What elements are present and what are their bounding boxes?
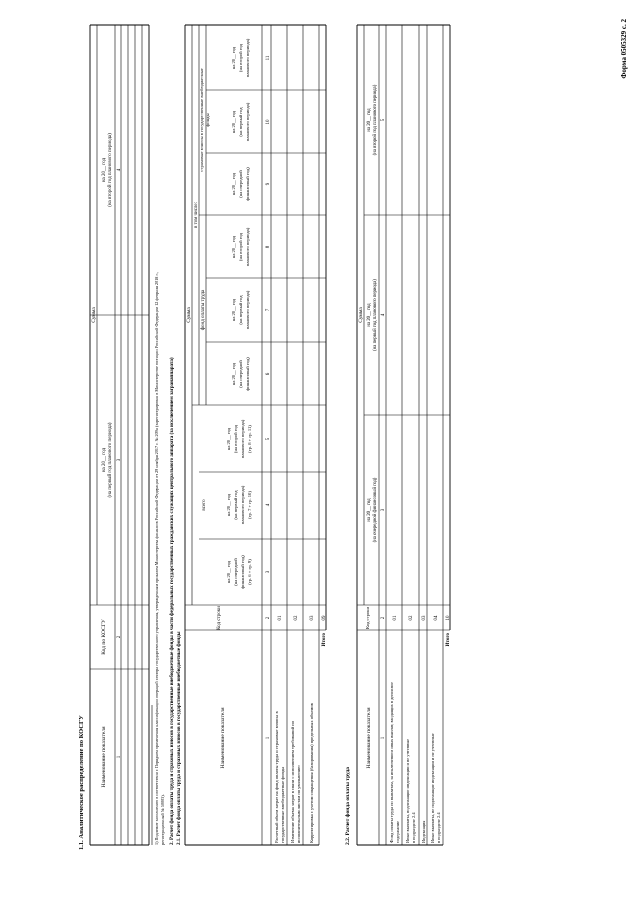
kosgu-col-name: Наименование показателя: [101, 726, 107, 788]
kosgu-colnum-2: 2: [117, 635, 122, 639]
svg-text:03: 03: [422, 615, 427, 621]
svg-text:4: 4: [381, 313, 386, 317]
svg-text:(гр. 8 + гр. 11): (гр. 8 + гр. 11): [247, 425, 252, 453]
t22-c3-header: [367, 477, 378, 542]
svg-text:Расчетный объем затрат на фонд: Расчетный объем затрат на фонд оплаты труда и страховые взносы в: [274, 711, 279, 843]
t22-row-03: [421, 615, 427, 843]
svg-text:на 20__ год: на 20__ год: [231, 46, 236, 70]
kosgu-col-code: Код по КОСГУ: [101, 619, 107, 655]
section-2-1-title: 2.1. Расчет фонда оплаты труда и страховых взносов в государственные внебюджетные фонды: [177, 631, 182, 845]
svg-text:1: 1: [381, 736, 386, 740]
svg-text:2: 2: [381, 616, 386, 620]
svg-text:01: 01: [393, 615, 398, 621]
svg-text:государственные внебюджетные ф: государственные внебюджетные фонды: [280, 766, 285, 843]
svg-text:в подразделе 2.4: в подразделе 2.4: [411, 812, 416, 843]
svg-text:финансовый год): финансовый год): [245, 167, 250, 201]
svg-text:(на первый год: (на первый год: [238, 295, 243, 325]
svg-text:планового периода): планового периода): [245, 38, 250, 78]
svg-text:(на первый год планового перио: (на первый год планового периода): [373, 279, 378, 351]
kosgu-colnum-1: 1: [117, 755, 122, 759]
t21-row-03: [309, 615, 315, 843]
t22-row-01: [389, 615, 400, 843]
t21-col-name: Наименование показателя: [220, 707, 226, 769]
svg-text:в подразделе 2.4: в подразделе 2.4: [436, 812, 441, 843]
kosgu-col-year2-a: на 20__ год: [102, 157, 107, 183]
svg-text:3: 3: [381, 508, 386, 512]
svg-text:на 20__ год: на 20__ год: [231, 235, 236, 259]
t21-col-numbers: [266, 55, 271, 739]
t21-col-insurance-b: фонды: [205, 113, 210, 127]
svg-text:4: 4: [266, 503, 271, 507]
svg-text:Индексация: Индексация: [421, 820, 426, 843]
svg-text:на 20__ год: на 20__ год: [367, 498, 372, 522]
footnote-line-2: регистрационный № 50003).: [160, 794, 165, 845]
svg-text:04: 04: [434, 615, 439, 621]
svg-text:(на очередной: (на очередной: [238, 360, 243, 388]
svg-text:на 20__ год: на 20__ год: [367, 303, 372, 327]
svg-text:Иные выплаты, не подлежащие ин: Иные выплаты, не подлежащие индексации и не учтенные: [430, 733, 435, 843]
t21-c8-header: [231, 227, 250, 266]
svg-text:1: 1: [266, 736, 271, 740]
t21-c9-header: [231, 167, 250, 201]
svg-text:финансовый год): финансовый год): [240, 555, 245, 589]
svg-text:(на второй год планового перио: (на второй год планового периода): [373, 84, 378, 156]
svg-text:02: 02: [294, 615, 299, 621]
svg-text:исполнительным листам по уволь: исполнительным листам по увольнению: [296, 765, 301, 843]
svg-text:на 20__ год: на 20__ год: [226, 427, 231, 451]
t22-total-row: [446, 615, 451, 646]
t22-row-02: [405, 615, 416, 843]
kosgu-col-year1-a: на 20__ год: [102, 447, 107, 473]
svg-text:на 20__ год: на 20__ год: [226, 560, 231, 584]
kosgu-table: [90, 25, 149, 845]
t21-c10-header: [231, 102, 250, 141]
svg-text:Фонд оплаты труда по выплатам,: Фонд оплаты труда по выплатам, за исключением иных выплат, входящих в денежное: [389, 681, 394, 843]
svg-text:планового периода): планового периода): [245, 102, 250, 142]
svg-text:6: 6: [266, 372, 271, 376]
svg-text:на 20__ год: на 20__ год: [231, 362, 236, 386]
t21-col-including: в том числе:: [194, 201, 199, 229]
t22-col-numbers: [381, 118, 386, 739]
fot-insurance-table: [185, 25, 326, 845]
t22-col-code: Код строки: [365, 607, 370, 629]
svg-text:(на очередной: (на очередной: [238, 170, 243, 198]
t21-row-01: [274, 615, 285, 843]
svg-text:5: 5: [266, 437, 271, 441]
t22-c5-header: [367, 84, 378, 155]
t21-total-row: [322, 615, 327, 646]
svg-text:2: 2: [266, 616, 271, 620]
t21-col-code: Код строки: [217, 606, 222, 630]
kosgu-colnum-4: 4: [117, 168, 122, 172]
svg-text:на 20__ год: на 20__ год: [231, 298, 236, 322]
svg-text:на 20__ год: на 20__ год: [367, 108, 372, 132]
svg-text:на 20__ год: на 20__ год: [231, 110, 236, 134]
svg-text:5: 5: [381, 118, 386, 122]
t21-c4-header: [226, 485, 252, 524]
svg-text:(на второй год: (на второй год: [233, 425, 238, 453]
form-number: Форма 0505329 с. 2: [620, 19, 628, 79]
kosgu-col-year2-b: (на второй год планового периода): [108, 133, 113, 207]
svg-text:(гр. 6 + гр. 9): (гр. 6 + гр. 9): [247, 559, 252, 585]
svg-text:(на первый год: (на первый год: [233, 490, 238, 520]
svg-text:8: 8: [266, 245, 271, 249]
t21-c11-header: [231, 38, 250, 77]
t21-col-fot: фонд оплаты труда: [201, 289, 206, 331]
svg-text:9: 9: [266, 182, 271, 186]
t21-row-02: [290, 615, 301, 843]
t22-row-04: [430, 615, 441, 843]
svg-text:(на очередной финансовый год): (на очередной финансовый год): [373, 477, 378, 543]
section-2-title: 2. Расчет фонда оплаты труда и страховых взносов в государственные внебюджетные фонды в части федеральных государственных гражданских служащих центрального аппарата (за исключением загранаппарата): [170, 357, 175, 845]
svg-text:10: 10: [266, 119, 271, 125]
svg-text:планового периода): планового периода): [245, 227, 250, 267]
svg-text:(на второй год: (на второй год: [238, 233, 243, 261]
t22-col-name: Наименование показателя: [366, 707, 372, 769]
svg-text:планового периода): планового периода): [245, 290, 250, 330]
kosgu-col-year1-b: (на первый год планового периода): [108, 422, 113, 498]
svg-text:7: 7: [266, 308, 271, 312]
kosgu-col-sums: Сумма: [91, 307, 97, 323]
kosgu-colnum-3: 3: [117, 458, 122, 462]
svg-text:содержание: содержание: [395, 820, 400, 843]
svg-text:на 20__ год: на 20__ год: [226, 493, 231, 517]
svg-text:Корректировка с учетом сокраще: Корректировка с учетом сокращения (базирования) предельных объемов: [309, 703, 314, 843]
svg-text:11: 11: [266, 55, 271, 61]
svg-text:03: 03: [310, 615, 315, 621]
svg-text:(на очередной: (на очередной: [233, 558, 238, 586]
t21-col-insurance-a: страховые взносы в государственные внебюджетные: [199, 68, 204, 172]
svg-text:(гр. 7 + гр. 10): (гр. 7 + гр. 10): [247, 491, 252, 519]
t21-c5-header: [226, 419, 252, 458]
footnote-line-1: 1) Подлежит заполнению в соответствии с Порядком применения классификации операций сектора государственного управления, утвержденным приказом Министерства финансов Российской Федерации от 29 ноября 2017 г. № 209н (зарегистрирован в Министерстве юстиции Российской Федерации 12 февраля 2018 г.,: [154, 272, 159, 845]
t21-c3-header: [226, 555, 252, 589]
svg-text:3: 3: [266, 570, 271, 574]
t22-c4-header: [367, 279, 378, 351]
svg-text:Иные выплаты, подлежащие индек: Иные выплаты, подлежащие индексации и не учтенные: [405, 738, 410, 843]
section-2-2-title: 2.2. Расчет фонда оплаты труда: [345, 767, 351, 845]
svg-text:Итого: Итого: [446, 633, 451, 647]
svg-text:на 20__ год: на 20__ год: [231, 172, 236, 196]
svg-text:02: 02: [409, 615, 414, 621]
svg-text:01: 01: [278, 615, 283, 621]
svg-text:(на первый год: (на первый год: [238, 107, 243, 137]
svg-text:планового периода): планового периода): [240, 419, 245, 459]
svg-text:планового периода): планового периода): [240, 485, 245, 525]
svg-text:финансовый год): финансовый год): [245, 357, 250, 391]
t21-c6-header: [231, 357, 250, 391]
svg-text:10: 10: [446, 615, 451, 621]
t21-col-sum: Сумма: [186, 307, 192, 323]
svg-text:Итого: Итого: [322, 633, 327, 647]
section-1-1-title: 1.1. Аналитическое распределение по КОСГУ: [78, 715, 85, 850]
svg-text:09: 09: [322, 615, 327, 621]
t21-col-total: всего: [202, 499, 207, 511]
svg-text:(на второй год: (на второй год: [238, 44, 243, 72]
svg-text:Изменение объема затрат в связ: Изменение объема затрат в связи с исполнением требований по: [290, 721, 295, 843]
t22-col-sum: Сумма: [358, 307, 364, 323]
t21-c7-header: [231, 290, 250, 329]
